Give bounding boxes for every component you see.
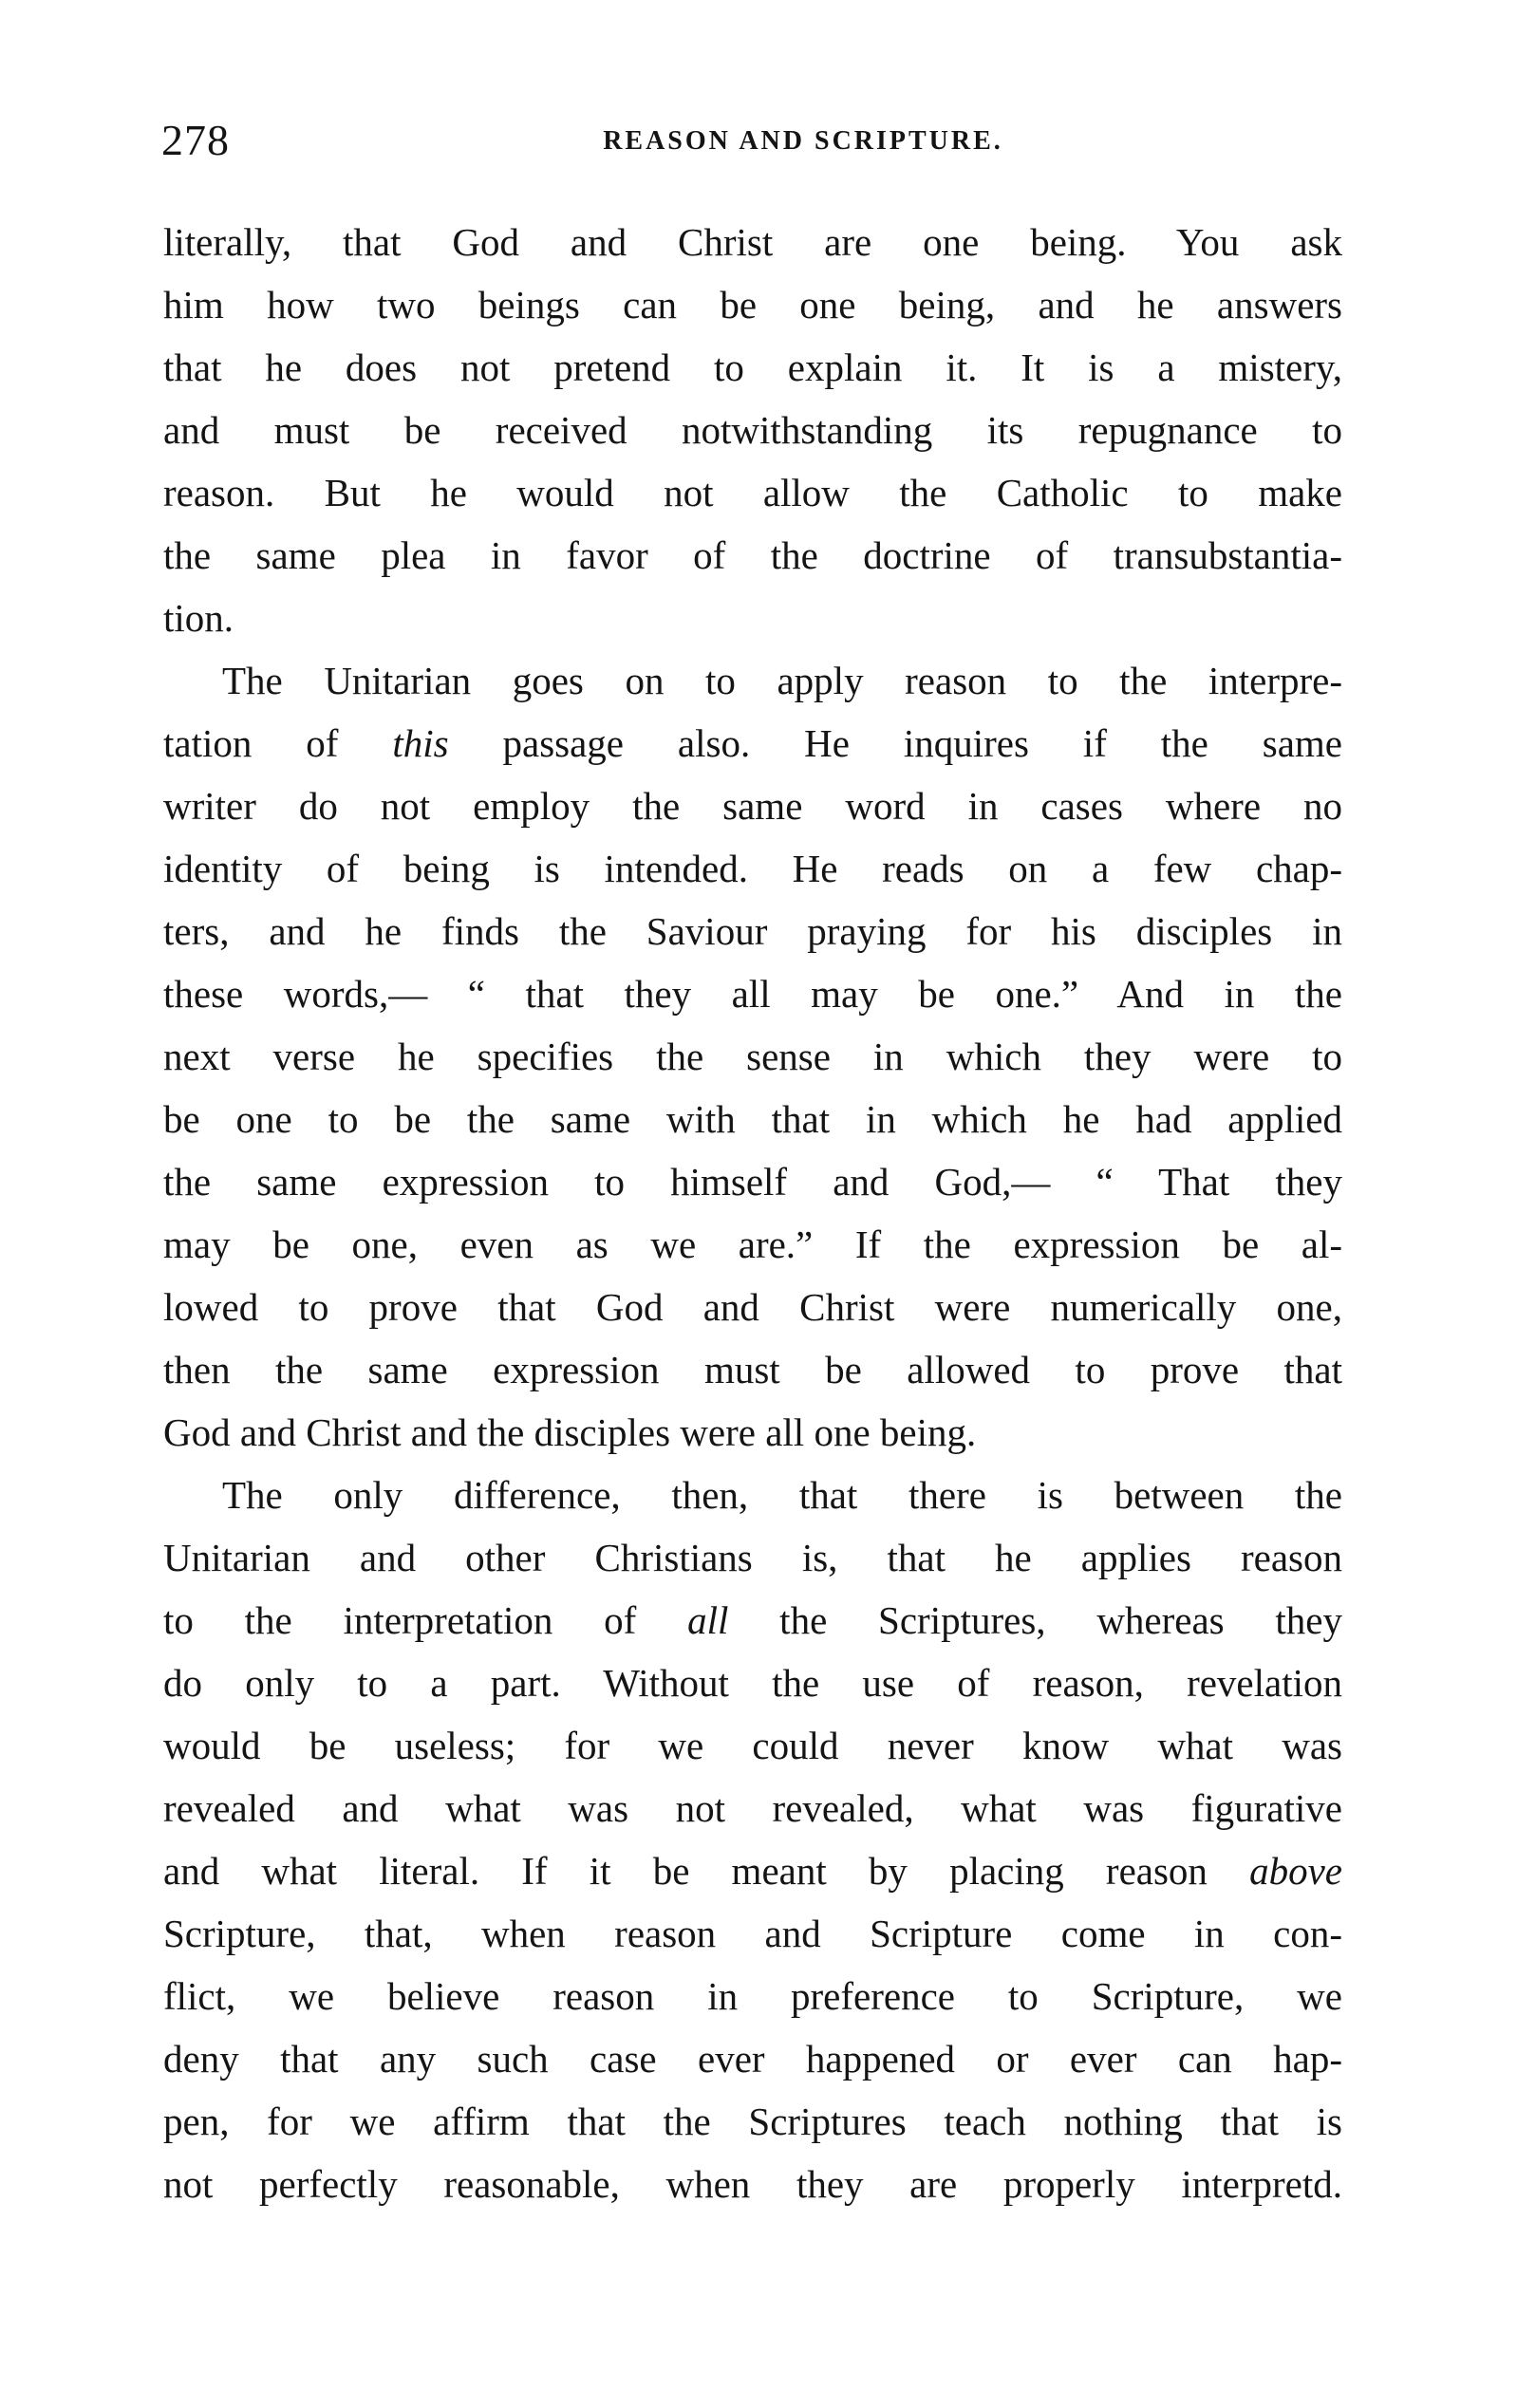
text-run: the Scriptures, whereas they xyxy=(728,1598,1342,1642)
text-line: God and Christ and the disciples were all one being. xyxy=(163,1410,977,1454)
text-line: do only to a part. Without the use of reason, revelation xyxy=(163,1661,1342,1705)
text-line: identity of being is intended. He reads on a few chap- xyxy=(163,847,1342,890)
text-run: to the interpretation of xyxy=(163,1598,688,1642)
text-line: next verse he specifies the sense in which they were to xyxy=(163,1035,1342,1078)
text-line xyxy=(163,1839,1342,1902)
text-line: and must be received notwithstanding its repugnance to xyxy=(163,408,1342,452)
text-line: The only difference, then, that there is between the xyxy=(222,1473,1342,1517)
text-line: Unitarian and other Christians is, that he applies reason xyxy=(163,1536,1342,1579)
text-run: and what literal. If it be meant by placing reason xyxy=(163,1849,1250,1893)
text-line: ters, and he finds the Saviour praying for his disciples in xyxy=(163,909,1342,953)
text-line: reason. But he would not allow the Catholic to make xyxy=(163,471,1342,514)
text-line: revealed and what was not revealed, what was figurative xyxy=(163,1786,1342,1830)
text-line: be one to be the same with that in which he had applied xyxy=(163,1097,1342,1141)
text-line: flict, we believe reason in preference to Scripture, we xyxy=(163,1974,1342,2018)
text-line: these words,— “ that they all may be one.” And in the xyxy=(163,972,1342,1016)
page-number: 278 xyxy=(161,116,230,164)
text-run: tation of xyxy=(163,721,393,765)
text-line: literally, that God and Christ are one being. You ask xyxy=(163,220,1342,264)
text-line: then the same expression must be allowed to prove that xyxy=(163,1348,1342,1391)
text-line: The Unitarian goes on to apply reason to the interpre- xyxy=(222,659,1342,702)
text-run: passage also. He inquires if the same xyxy=(448,721,1342,765)
text-line: tion. xyxy=(163,596,234,640)
text-line: that he does not pretend to explain it. It is a mistery, xyxy=(163,345,1342,389)
text-line: the same expression to himself and God,— “ That they xyxy=(163,1160,1342,1204)
text-line: writer do not employ the same word in cases where no xyxy=(163,784,1342,828)
text-line: would be useless; for we could never know what was xyxy=(163,1724,1342,1767)
text-line xyxy=(163,712,1342,775)
text-line: may be one, even as we are.” If the expression be al- xyxy=(163,1223,1342,1266)
running-head xyxy=(161,112,1359,169)
text-line: pen, for we affirm that the Scriptures teach nothing that is xyxy=(163,2100,1342,2143)
text-line: the same plea in favor of the doctrine of transubstantia- xyxy=(163,533,1342,577)
body-text xyxy=(163,211,1342,2215)
text-line: not perfectly reasonable, when they are properly interpretd. xyxy=(163,2162,1342,2206)
italic-text: all xyxy=(687,1598,729,1642)
running-title: REASON AND SCRIPTURE. xyxy=(603,126,1003,156)
text-line: deny that any such case ever happened or ever can hap- xyxy=(163,2037,1342,2081)
text-line: him how two beings can be one being, and he answers xyxy=(163,283,1342,327)
text-line: Scripture, that, when reason and Scripture come in con- xyxy=(163,1912,1342,1955)
italic-text: this xyxy=(392,721,449,765)
text-line xyxy=(163,1589,1342,1652)
text-line: lowed to prove that God and Christ were numerically one, xyxy=(163,1285,1342,1329)
italic-text: above xyxy=(1249,1849,1342,1893)
